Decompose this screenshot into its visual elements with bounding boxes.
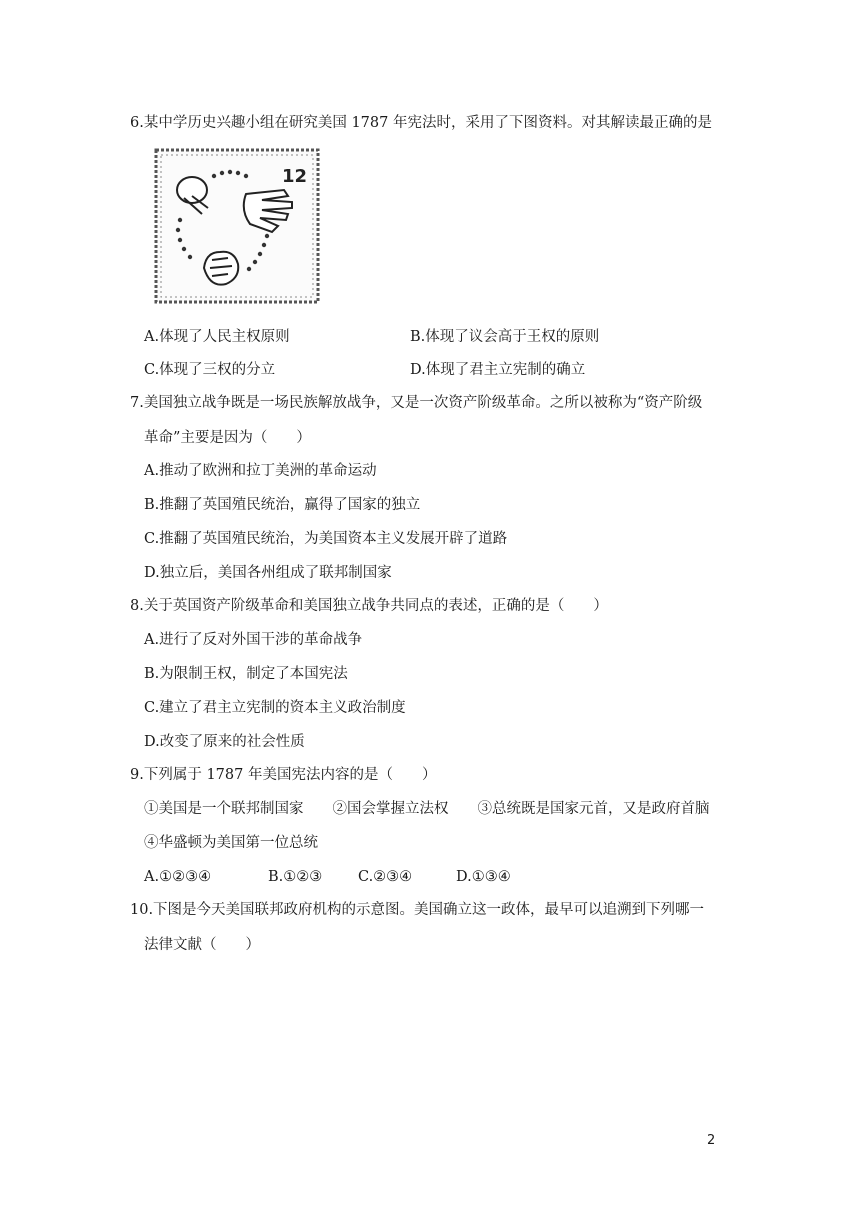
q9-option-c[interactable]: C.②③④ — [358, 869, 413, 885]
q7-option-d[interactable]: D.独立后，美国各州组成了联邦制国家 — [144, 565, 392, 581]
stamp-value: 12 — [282, 166, 308, 187]
q7-option-a[interactable]: A.推动了欧洲和拉丁美洲的革命运动 — [144, 463, 377, 479]
q8-option-d[interactable]: D.改变了原来的社会性质 — [144, 734, 305, 750]
q9-items-line2: ④华盛顿为美国第一位总统 — [144, 835, 318, 851]
q8-stem: 8.关于英国资产阶级革命和美国独立战争共同点的表述，正确的是（ ） — [130, 598, 608, 614]
hand-rock-icon — [204, 252, 238, 285]
q6-option-a[interactable]: A.体现了人民主权原则 — [144, 329, 290, 345]
q9-items-line1: ①美国是一个联邦制国家 ②国会掌握立法权 ③总统既是国家元首，又是政府首脑 — [144, 801, 710, 817]
q9-option-a[interactable]: A.①②③④ — [144, 869, 212, 885]
q7-option-c[interactable]: C.推翻了英国殖民统治，为美国资本主义发展开辟了道路 — [144, 531, 508, 547]
q10-stem-line1: 10.下图是今天美国联邦政府机构的示意图。美国确立这一政体，最早可以追溯到下列哪一 — [130, 902, 705, 918]
q6-option-d[interactable]: D.体现了君主立宪制的确立 — [410, 362, 586, 378]
q7-option-b[interactable]: B.推翻了英国殖民统治，赢得了国家的独立 — [144, 497, 421, 513]
q10-stem-line2: 法律文献（ ） — [144, 937, 260, 953]
q7-stem-line1: 7.美国独立战争既是一场民族解放战争，又是一次资产阶级革命。之所以被称为“资产阶级 — [130, 395, 703, 411]
page-number: 2 — [707, 1133, 716, 1148]
q6-option-c[interactable]: C.体现了三权的分立 — [144, 362, 276, 378]
q6-stem: 6.某中学历史兴趣小组在研究美国 1787 年宪法时，采用了下图资料。对其解读最正确的是 — [130, 115, 712, 131]
q9-option-b[interactable]: B.①②③ — [268, 869, 323, 885]
q9-stem: 9.下列属于 1787 年美国宪法内容的是（ ） — [130, 767, 437, 783]
q9-option-d[interactable]: D.①③④ — [456, 869, 511, 885]
q8-option-c[interactable]: C.建立了君主立宪制的资本主义政治制度 — [144, 700, 406, 716]
q6-option-b[interactable]: B.体现了议会高于王权的原则 — [410, 329, 600, 345]
stamp-image — [154, 148, 320, 304]
q8-option-a[interactable]: A.进行了反对外国干涉的革命战争 — [144, 632, 363, 648]
q7-stem-line2: 革命”主要是因为（ ） — [144, 430, 311, 446]
q8-option-b[interactable]: B.为限制王权，制定了本国宪法 — [144, 666, 348, 682]
